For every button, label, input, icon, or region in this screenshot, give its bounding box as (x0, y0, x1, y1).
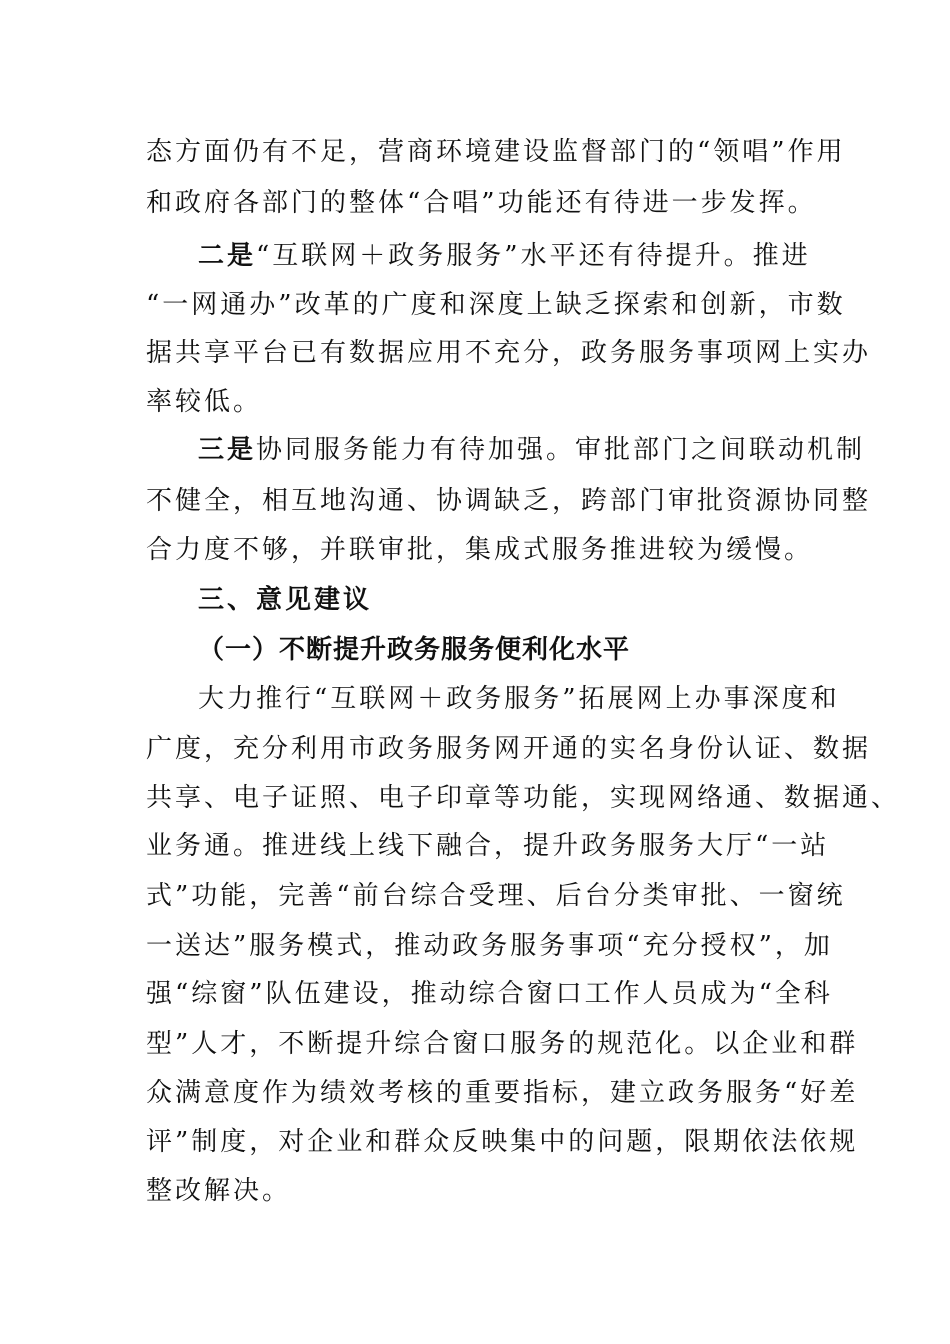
paragraph-line: 众满意度作为绩效考核的重要指标，建立政务服务“好差 (146, 1078, 859, 1108)
point-three-line (198, 430, 866, 470)
subsection-heading: （一）不断提升政务服务便利化水平 (198, 635, 631, 665)
paragraph-line: 广度，充分利用市政务服务网开通的实名身份认证、数据 (146, 734, 872, 764)
point-two-text: “互联网＋政务服务”水平还有待提升。推进 (256, 241, 811, 271)
point-three-text: 协同服务能力有待加强。审批部门之间联动机制 (256, 435, 866, 465)
point-two-lead: 二是 (198, 241, 257, 271)
paragraph-line: 态方面仍有不足，营商环境建设监督部门的“领唱”作用 (146, 137, 846, 167)
paragraph-line: 据共享平台已有数据应用不充分，政务服务事项网上实办 (146, 338, 872, 368)
paragraph-line: 评”制度，对企业和群众反映集中的问题，限期依法依规 (146, 1127, 859, 1157)
section-heading: 三、意见建议 (198, 585, 373, 615)
point-three-lead: 三是 (198, 435, 257, 465)
paragraph-line: 一送达”服务模式，推动政务服务事项“充分授权”，加 (146, 931, 833, 961)
paragraph-line: 式”功能，完善“前台综合受理、后台分类审批、一窗统 (146, 881, 846, 911)
paragraph-line: 业务通。推进线上线下融合，提升政务服务大厅“一站 (146, 831, 830, 861)
paragraph-line: 共享、电子证照、电子印章等功能，实现网络通、数据通、 (146, 783, 901, 813)
paragraph-line: 合力度不够，并联审批，集成式服务推进较为缓慢。 (146, 535, 814, 565)
paragraph-line: 不健全，相互地沟通、协调缺乏，跨部门审批资源协同整 (146, 486, 872, 516)
paragraph-line: 强“综窗”队伍建设，推动综合窗口工作人员成为“全科 (146, 979, 833, 1009)
point-two-line (198, 236, 858, 276)
paragraph-line: 型”人才，不断提升综合窗口服务的规范化。以企业和群 (146, 1029, 859, 1059)
paragraph-line: 率较低。 (146, 387, 263, 417)
paragraph-line: “一网通办”改革的广度和深度上缺乏探索和创新，市数 (146, 290, 846, 320)
paragraph-line: 和政府各部门的整体“合唱”功能还有待进一步发挥。 (146, 188, 817, 218)
paragraph-line: 整改解决。 (146, 1176, 292, 1206)
paragraph-line: 大力推行“互联网＋政务服务”拓展网上办事深度和 (198, 684, 840, 714)
